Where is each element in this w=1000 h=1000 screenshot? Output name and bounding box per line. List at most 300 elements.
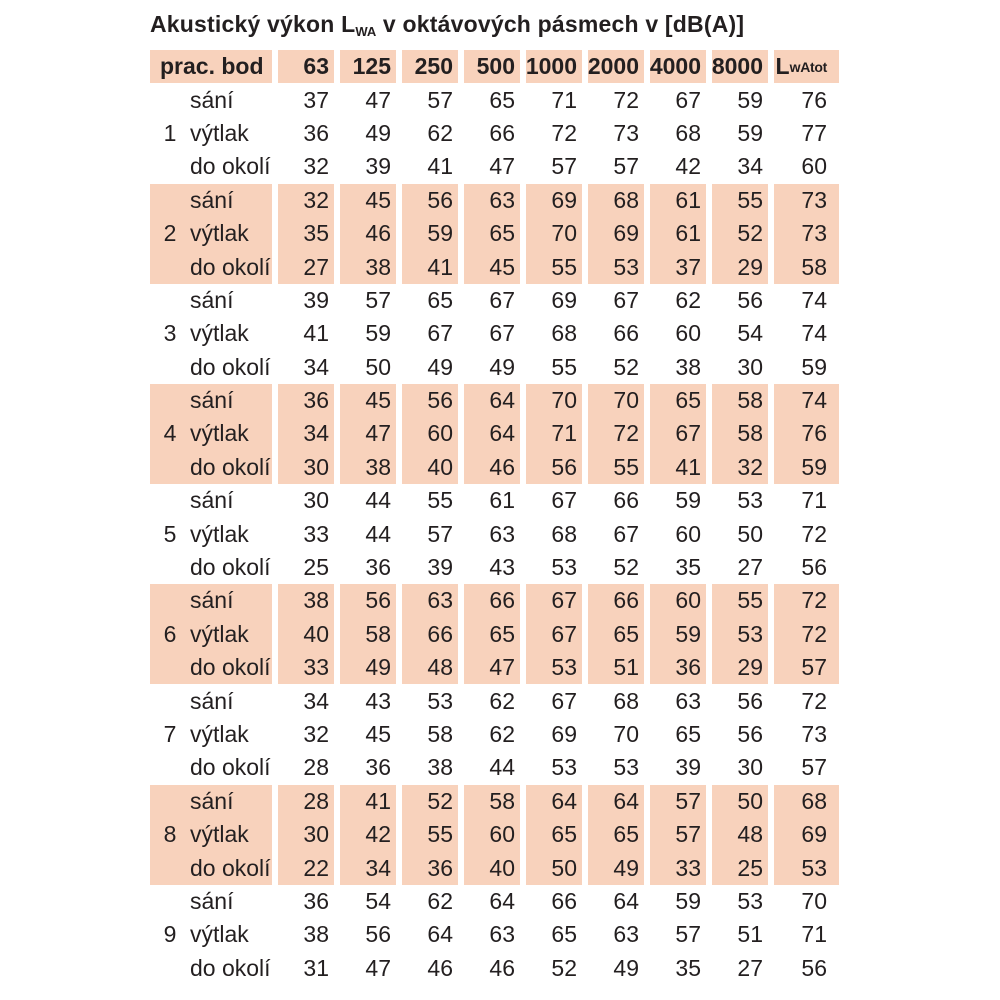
value-cell: 60 xyxy=(650,584,706,617)
group-number: 8 xyxy=(163,821,177,848)
value-cell: 60 xyxy=(675,520,701,547)
value-cell: 36 xyxy=(650,651,706,684)
value-cell: 50 xyxy=(526,851,582,884)
value-cell: 40 xyxy=(278,618,334,651)
value-cell: 64 xyxy=(489,887,515,914)
operating-point-group-7 xyxy=(150,684,839,784)
value-cell: 69 xyxy=(526,184,582,217)
title-text-1: Akustický výkon L xyxy=(150,11,356,37)
row-label: sání xyxy=(190,286,234,313)
value-cell: 62 xyxy=(489,721,515,747)
operating-point-group-5 xyxy=(150,484,839,584)
value-cell: 55 xyxy=(712,584,768,617)
table-row xyxy=(150,785,839,818)
value-cell: 58 xyxy=(340,618,396,651)
value-cell: 44 xyxy=(365,487,391,514)
row-label-cell xyxy=(150,885,272,918)
value-cell: 30 xyxy=(737,353,763,380)
value-cell: 67 xyxy=(526,584,582,617)
row-label-cell xyxy=(150,684,272,717)
value-cell: 66 xyxy=(489,119,515,146)
value-cell: 52 xyxy=(613,353,639,380)
value-cell: 38 xyxy=(427,754,453,781)
row-label: sání xyxy=(190,587,234,614)
value-cell: 70 xyxy=(526,384,582,417)
value-cell: 33 xyxy=(650,851,706,884)
value-cell: 63 xyxy=(489,520,515,547)
row-label-cell xyxy=(150,651,272,684)
header-cell-band-63: 63 xyxy=(278,50,334,83)
value-cell: 25 xyxy=(303,554,329,581)
value-cell: 30 xyxy=(278,451,334,484)
operating-point-group-9 xyxy=(150,885,839,985)
header-cell-band-500: 500 xyxy=(464,50,520,83)
row-label-cell xyxy=(150,351,272,384)
value-cell: 70 xyxy=(588,384,644,417)
value-cell: 67 xyxy=(613,520,639,547)
table-row xyxy=(150,83,839,116)
value-cell: 63 xyxy=(489,921,515,948)
value-cell: 30 xyxy=(303,487,329,514)
value-cell: 70 xyxy=(526,217,582,250)
operating-point-group-6 xyxy=(150,584,839,684)
value-cell: 53 xyxy=(526,651,582,684)
value-cell: 56 xyxy=(402,184,458,217)
value-cell: 66 xyxy=(613,487,639,514)
value-cell: 38 xyxy=(340,451,396,484)
value-cell: 71 xyxy=(801,921,827,948)
value-cell: 65 xyxy=(464,618,520,651)
value-cell: 67 xyxy=(427,320,453,347)
value-cell: 65 xyxy=(588,618,644,651)
value-cell: 34 xyxy=(737,153,763,180)
value-cell: 41 xyxy=(427,153,453,180)
value-cell: 52 xyxy=(551,954,577,981)
value-cell: 56 xyxy=(801,954,827,981)
table-row xyxy=(150,551,839,584)
table-row xyxy=(150,384,839,417)
value-cell: 67 xyxy=(526,618,582,651)
value-cell: 52 xyxy=(402,785,458,818)
value-cell: 39 xyxy=(427,554,453,581)
value-cell: 72 xyxy=(588,417,644,450)
value-cell: 67 xyxy=(613,286,639,313)
value-cell: 43 xyxy=(489,554,515,581)
row-label: výtlak xyxy=(190,620,249,647)
value-cell: 32 xyxy=(303,153,329,180)
value-cell: 66 xyxy=(613,320,639,347)
value-cell: 54 xyxy=(737,320,763,347)
value-cell: 65 xyxy=(464,217,520,250)
value-cell: 66 xyxy=(402,618,458,651)
value-cell: 65 xyxy=(588,818,644,851)
operating-point-group-3 xyxy=(150,284,839,384)
value-cell: 45 xyxy=(340,384,396,417)
row-label-cell xyxy=(150,250,272,283)
value-cell: 73 xyxy=(801,721,827,747)
value-cell: 55 xyxy=(588,451,644,484)
value-cell: 71 xyxy=(551,86,577,113)
value-cell: 39 xyxy=(675,754,701,781)
value-cell: 57 xyxy=(427,520,453,547)
group-number: 5 xyxy=(163,520,177,547)
value-cell: 65 xyxy=(650,384,706,417)
value-cell: 65 xyxy=(489,86,515,113)
value-cell: 60 xyxy=(464,818,520,851)
value-cell: 67 xyxy=(489,320,515,347)
value-cell: 64 xyxy=(526,785,582,818)
value-cell: 59 xyxy=(365,320,391,347)
value-cell: 59 xyxy=(737,86,763,113)
value-cell: 47 xyxy=(365,86,391,113)
value-cell: 40 xyxy=(464,851,520,884)
value-cell: 53 xyxy=(737,487,763,514)
row-label: sání xyxy=(190,487,234,514)
value-cell: 67 xyxy=(650,417,706,450)
value-cell: 66 xyxy=(588,584,644,617)
table-row xyxy=(150,250,839,283)
value-cell: 34 xyxy=(278,417,334,450)
value-cell: 36 xyxy=(303,887,329,914)
value-cell: 74 xyxy=(774,384,839,417)
table-row xyxy=(150,684,839,717)
value-cell: 32 xyxy=(303,721,329,747)
value-cell: 51 xyxy=(737,921,763,948)
value-cell: 50 xyxy=(737,520,763,547)
row-label: sání xyxy=(190,787,234,814)
value-cell: 56 xyxy=(737,721,763,747)
value-cell: 72 xyxy=(774,584,839,617)
row-label-cell xyxy=(150,718,272,751)
value-cell: 58 xyxy=(464,785,520,818)
value-cell: 69 xyxy=(551,286,577,313)
value-cell: 64 xyxy=(588,785,644,818)
header-cell-band-8000: 8000 xyxy=(712,50,768,83)
row-label-cell xyxy=(150,484,272,517)
title-subscript: WA xyxy=(355,24,377,39)
row-label: výtlak xyxy=(190,220,249,247)
value-cell: 56 xyxy=(737,687,763,714)
value-cell: 37 xyxy=(650,250,706,283)
row-label: do okolí xyxy=(190,954,271,981)
value-cell: 30 xyxy=(278,818,334,851)
row-label-cell xyxy=(150,117,272,150)
value-cell: 43 xyxy=(365,687,391,714)
value-cell: 54 xyxy=(365,887,391,914)
value-cell: 59 xyxy=(675,487,701,514)
value-cell: 70 xyxy=(801,887,827,914)
value-cell: 35 xyxy=(675,554,701,581)
value-cell: 27 xyxy=(737,554,763,581)
value-cell: 71 xyxy=(526,417,582,450)
value-cell: 55 xyxy=(526,250,582,283)
value-cell: 53 xyxy=(737,887,763,914)
value-cell: 59 xyxy=(801,353,827,380)
title-text-2: v oktávových pásmech v [dB(A)] xyxy=(376,11,745,37)
value-cell: 56 xyxy=(402,384,458,417)
value-cell: 31 xyxy=(303,954,329,981)
value-cell: 28 xyxy=(278,785,334,818)
value-cell: 25 xyxy=(712,851,768,884)
value-cell: 47 xyxy=(340,417,396,450)
value-cell: 40 xyxy=(402,451,458,484)
value-cell: 32 xyxy=(278,184,334,217)
value-cell: 61 xyxy=(650,184,706,217)
value-cell: 60 xyxy=(675,320,701,347)
value-cell: 73 xyxy=(774,217,839,250)
row-label: do okolí xyxy=(190,253,271,280)
value-cell: 57 xyxy=(774,651,839,684)
value-cell: 59 xyxy=(675,887,701,914)
lwatot-subscript: wAtot xyxy=(789,58,827,75)
row-label-cell xyxy=(150,851,272,884)
value-cell: 69 xyxy=(588,217,644,250)
value-cell: 71 xyxy=(801,487,827,514)
value-cell: 34 xyxy=(303,353,329,380)
table-row xyxy=(150,517,839,550)
value-cell: 36 xyxy=(402,851,458,884)
row-label: sání xyxy=(190,186,234,213)
group-number: 4 xyxy=(163,420,177,447)
table-row xyxy=(150,417,839,450)
value-cell: 73 xyxy=(613,119,639,146)
value-cell: 65 xyxy=(551,921,577,948)
value-cell: 53 xyxy=(588,250,644,283)
row-label-cell xyxy=(150,217,272,250)
row-label-cell xyxy=(150,818,272,851)
lwatot-main: L xyxy=(775,53,790,80)
value-cell: 57 xyxy=(427,86,453,113)
value-cell: 65 xyxy=(675,721,701,747)
value-cell: 29 xyxy=(712,250,768,283)
value-cell: 49 xyxy=(613,954,639,981)
table-row xyxy=(150,284,839,317)
header-cell-band-125: 125 xyxy=(340,50,396,83)
value-cell: 64 xyxy=(464,417,520,450)
value-cell: 57 xyxy=(551,153,577,180)
value-cell: 63 xyxy=(675,687,701,714)
header-cell-band-4000: 4000 xyxy=(650,50,706,83)
value-cell: 62 xyxy=(427,887,453,914)
value-cell: 67 xyxy=(551,487,577,514)
value-cell: 65 xyxy=(526,818,582,851)
value-cell: 65 xyxy=(427,286,453,313)
row-label: do okolí xyxy=(190,554,271,581)
page-title xyxy=(150,11,744,39)
table-header-row xyxy=(150,50,839,83)
value-cell: 73 xyxy=(774,184,839,217)
value-cell: 45 xyxy=(365,721,391,747)
value-cell: 29 xyxy=(712,651,768,684)
row-label: výtlak xyxy=(190,320,249,347)
row-label-cell xyxy=(150,751,272,784)
row-label: výtlak xyxy=(190,921,249,948)
table-row xyxy=(150,718,839,751)
value-cell: 46 xyxy=(489,954,515,981)
table-row xyxy=(150,618,839,651)
table-row xyxy=(150,751,839,784)
value-cell: 52 xyxy=(712,217,768,250)
row-label-cell xyxy=(150,384,272,417)
value-cell: 36 xyxy=(365,754,391,781)
value-cell: 62 xyxy=(427,119,453,146)
row-label: sání xyxy=(190,86,234,113)
row-label: sání xyxy=(190,887,234,914)
value-cell: 57 xyxy=(650,818,706,851)
table-row xyxy=(150,351,839,384)
value-cell: 35 xyxy=(675,954,701,981)
value-cell: 68 xyxy=(551,520,577,547)
value-cell: 42 xyxy=(675,153,701,180)
value-cell: 57 xyxy=(365,286,391,313)
table-row xyxy=(150,484,839,517)
row-label: výtlak xyxy=(190,420,249,447)
row-label: výtlak xyxy=(190,119,249,146)
value-cell: 58 xyxy=(427,721,453,747)
value-cell: 67 xyxy=(675,86,701,113)
value-cell: 64 xyxy=(464,384,520,417)
value-cell: 63 xyxy=(402,584,458,617)
value-cell: 58 xyxy=(712,417,768,450)
table-row xyxy=(150,851,839,884)
value-cell: 69 xyxy=(774,818,839,851)
value-cell: 38 xyxy=(675,353,701,380)
row-label-cell xyxy=(150,284,272,317)
value-cell: 48 xyxy=(712,818,768,851)
value-cell: 49 xyxy=(489,353,515,380)
value-cell: 32 xyxy=(712,451,768,484)
value-cell: 76 xyxy=(801,86,827,113)
row-label: do okolí xyxy=(190,754,271,781)
value-cell: 74 xyxy=(801,286,827,313)
value-cell: 64 xyxy=(427,921,453,948)
value-cell: 38 xyxy=(278,584,334,617)
header-cell-band-1000: 1000 xyxy=(526,50,582,83)
group-number: 1 xyxy=(163,119,177,146)
value-cell: 59 xyxy=(650,618,706,651)
table-row xyxy=(150,952,839,985)
value-cell: 60 xyxy=(402,417,458,450)
value-cell: 56 xyxy=(365,921,391,948)
value-cell: 67 xyxy=(489,286,515,313)
header-cell-band-250: 250 xyxy=(402,50,458,83)
value-cell: 57 xyxy=(801,754,827,781)
table-row xyxy=(150,885,839,918)
value-cell: 68 xyxy=(588,184,644,217)
header-cell-prac-bod: prac. bod xyxy=(150,50,272,83)
value-cell: 68 xyxy=(613,687,639,714)
value-cell: 68 xyxy=(675,119,701,146)
value-cell: 59 xyxy=(402,217,458,250)
table-row xyxy=(150,818,839,851)
row-label: výtlak xyxy=(190,520,249,547)
row-label: výtlak xyxy=(190,721,249,747)
row-label-cell xyxy=(150,785,272,818)
value-cell: 45 xyxy=(464,250,520,283)
value-cell: 57 xyxy=(650,785,706,818)
value-cell: 57 xyxy=(675,921,701,948)
value-cell: 53 xyxy=(551,754,577,781)
value-cell: 49 xyxy=(427,353,453,380)
value-cell: 39 xyxy=(303,286,329,313)
row-label: do okolí xyxy=(190,854,271,881)
table-row xyxy=(150,317,839,350)
value-cell: 27 xyxy=(278,250,334,283)
value-cell: 76 xyxy=(774,417,839,450)
operating-point-group-2 xyxy=(150,184,839,284)
value-cell: 56 xyxy=(801,554,827,581)
row-label-cell xyxy=(150,618,272,651)
table-row xyxy=(150,117,839,150)
value-cell: 56 xyxy=(526,451,582,484)
row-label: do okolí xyxy=(190,453,271,480)
value-cell: 57 xyxy=(613,153,639,180)
row-label: výtlak xyxy=(190,821,249,848)
value-cell: 41 xyxy=(402,250,458,283)
row-label-cell xyxy=(150,451,272,484)
value-cell: 59 xyxy=(737,119,763,146)
value-cell: 34 xyxy=(303,687,329,714)
operating-point-group-8 xyxy=(150,785,839,885)
value-cell: 47 xyxy=(365,954,391,981)
value-cell: 22 xyxy=(278,851,334,884)
value-cell: 36 xyxy=(278,384,334,417)
value-cell: 46 xyxy=(340,217,396,250)
value-cell: 53 xyxy=(613,754,639,781)
value-cell: 74 xyxy=(801,320,827,347)
value-cell: 41 xyxy=(340,785,396,818)
value-cell: 72 xyxy=(613,86,639,113)
row-label-cell xyxy=(150,83,272,116)
value-cell: 52 xyxy=(613,554,639,581)
value-cell: 62 xyxy=(675,286,701,313)
value-cell: 68 xyxy=(551,320,577,347)
value-cell: 53 xyxy=(427,687,453,714)
value-cell: 34 xyxy=(340,851,396,884)
table-row xyxy=(150,150,839,183)
value-cell: 47 xyxy=(489,153,515,180)
table-body xyxy=(150,83,839,985)
group-number: 3 xyxy=(163,320,177,347)
value-cell: 56 xyxy=(340,584,396,617)
value-cell: 72 xyxy=(551,119,577,146)
value-cell: 44 xyxy=(365,520,391,547)
value-cell: 53 xyxy=(712,618,768,651)
value-cell: 70 xyxy=(613,721,639,747)
value-cell: 61 xyxy=(489,487,515,514)
value-cell: 45 xyxy=(340,184,396,217)
value-cell: 72 xyxy=(801,687,827,714)
value-cell: 33 xyxy=(278,651,334,684)
value-cell: 50 xyxy=(712,785,768,818)
value-cell: 39 xyxy=(365,153,391,180)
value-cell: 50 xyxy=(365,353,391,380)
value-cell: 30 xyxy=(737,754,763,781)
value-cell: 63 xyxy=(613,921,639,948)
row-label: do okolí xyxy=(190,153,271,180)
value-cell: 36 xyxy=(365,554,391,581)
value-cell: 37 xyxy=(303,86,329,113)
operating-point-group-1 xyxy=(150,83,839,183)
row-label-cell xyxy=(150,184,272,217)
value-cell: 55 xyxy=(551,353,577,380)
value-cell: 64 xyxy=(613,887,639,914)
value-cell: 46 xyxy=(427,954,453,981)
value-cell: 53 xyxy=(774,851,839,884)
table-row xyxy=(150,918,839,951)
row-label: do okolí xyxy=(190,353,271,380)
value-cell: 55 xyxy=(712,184,768,217)
